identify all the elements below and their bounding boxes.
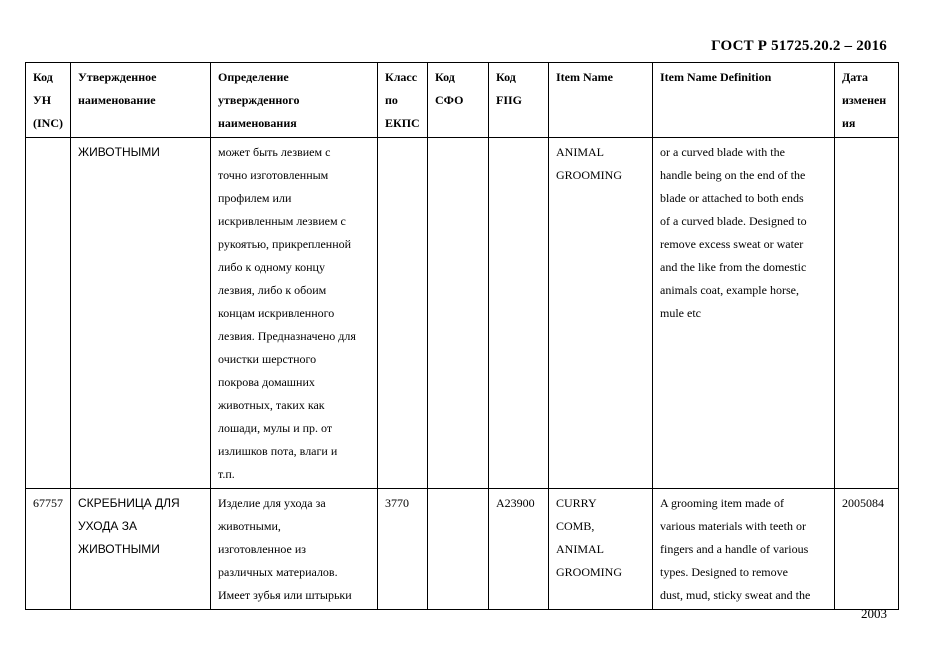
cell-item-name: ANIMAL GROOMING — [549, 138, 653, 489]
cell-change-date — [835, 138, 899, 489]
header-approved-name: Утвержденное наименование — [71, 63, 211, 138]
cell-inc — [26, 138, 71, 489]
header-change-date: Дата изменен ия — [835, 63, 899, 138]
header-sfo-code: Код СФО — [428, 63, 489, 138]
cell-item-name: CURRY COMB, ANIMAL GROOMING — [549, 489, 653, 610]
header-definition: Определение утвержденного наименования — [211, 63, 378, 138]
header-inc: Код УН (INC) — [26, 63, 71, 138]
cell-sfo-code — [428, 138, 489, 489]
cell-sfo-code — [428, 489, 489, 610]
header-item-name: Item Name — [549, 63, 653, 138]
cell-ekps-class: 3770 — [378, 489, 428, 610]
cell-definition: может быть лезвием с точно изготовленным профилем или искривленным лезвием с рукоятью, прикрепленной либо к одному концу лезвия, либо к обоим концам искривленного лезвия. Предназначено для очистки шерстного покрова домашних животных, таких как лошади, мулы и пр. от излишков пота, влаги и т.п. — [211, 138, 378, 489]
cell-ekps-class — [378, 138, 428, 489]
cell-fiig-code: A23900 — [489, 489, 549, 610]
cell-inc: 67757 — [26, 489, 71, 610]
classification-table — [25, 62, 899, 610]
cell-item-definition: A grooming item made of various materials with teeth or fingers and a handle of various types. Designed to remove dust, mud, sticky sweat and the — [653, 489, 835, 610]
cell-approved-name: ЖИВОТНЫМИ — [71, 138, 211, 489]
header-ekps-class: Класс по ЕКПС — [378, 63, 428, 138]
header-fiig-code: Код FIIG — [489, 63, 549, 138]
cell-change-date: 2005084 — [835, 489, 899, 610]
cell-fiig-code — [489, 138, 549, 489]
cell-item-definition: or a curved blade with the handle being on the end of the blade or attached to both ends of a curved blade. Designed to remove excess sweat or water and the like from the domestic animals coat, example horse, mule etc — [653, 138, 835, 489]
table-row — [26, 138, 899, 489]
page-number: 2003 — [861, 606, 887, 621]
cell-definition: Изделие для ухода за животными, изготовленное из различных материалов. Имеет зубья или штырьки — [211, 489, 378, 610]
header-item-definition: Item Name Definition — [653, 63, 835, 138]
cell-approved-name: СКРЕБНИЦА ДЛЯ УХОДА ЗА ЖИВОТНЫМИ — [71, 489, 211, 610]
table-row — [26, 489, 899, 610]
table-header-row — [26, 63, 899, 138]
document-standard-title: ГОСТ Р 51725.20.2 – 2016 — [711, 38, 887, 54]
